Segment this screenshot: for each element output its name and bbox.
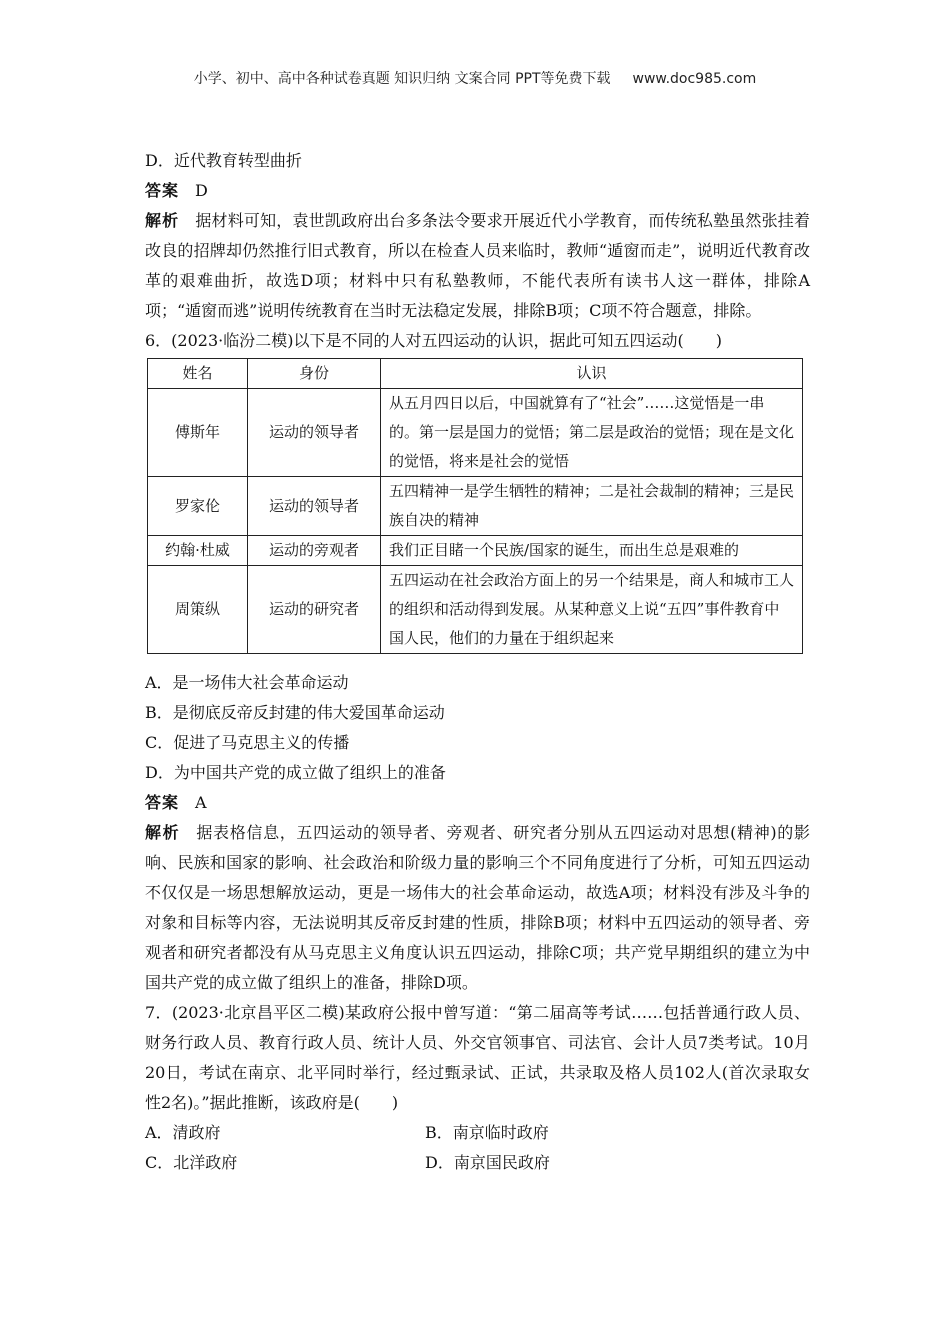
q7-option-b: B．南京临时政府 xyxy=(425,1123,549,1142)
q6-table xyxy=(147,358,803,654)
q6-option-d: D．为中国共产党的成立做了组织上的准备 xyxy=(145,763,446,782)
q5-analysis-text: 据材料可知，袁世凯政府出台多条法令要求开展近代小学教育，而传统私塾虽然张挂着改良的招牌却仍然推行旧式教育，所以在检查人员来临时，教师“遁窗而走”，说明近代教育改革的艰难曲折，故选D项；材料中只有私塾教师，不能代表所有读书人这一群体，排除A项；“遁窗而逃”说明传统教育在当时无法稳定发展，排除B项；C项不符合题意，排除。 xyxy=(145,211,810,320)
table-row xyxy=(148,536,803,566)
q6-option-b: B．是彻底反帝反封建的伟大爱国革命运动 xyxy=(145,703,445,722)
q6-header-name: 姓名 xyxy=(148,359,248,389)
cell-name: 傅斯年 xyxy=(148,389,248,477)
q5-option-d: D．近代教育转型曲折 xyxy=(145,151,302,170)
table-row xyxy=(148,389,803,477)
q5-answer-label: 答案 xyxy=(145,181,180,200)
header-text: 小学、初中、高中各种试卷真题 知识归纳 文案合同 PPT等免费下载 xyxy=(193,71,611,87)
document-body xyxy=(145,146,810,1178)
q5-answer-value: D xyxy=(195,181,208,200)
q6-analysis xyxy=(145,818,810,998)
q6-analysis-text: 据表格信息，五四运动的领导者、旁观者、研究者分别从五四运动对思想(精神)的影响、民族和国家的影响、社会政治和阶级力量的影响三个不同角度进行了分析，可知五四运动不仅仅是一场思想解放运动，更是一场伟大的社会革命运动，故选A项；材料没有涉及斗争的对象和目标等内容，无法说明其反帝反封建的性质，排除B项；材料中五四运动的领导者、旁观者和研究者都没有从马克思主义角度认识五四运动，排除C项；共产党早期组织的建立为中国共产党的成立做了组织上的准备，排除D项。 xyxy=(145,823,810,992)
cell-role: 运动的领导者 xyxy=(248,477,381,536)
q7-option-c: C．北洋政府 xyxy=(145,1153,238,1172)
cell-name: 约翰·杜威 xyxy=(148,536,248,566)
cell-role: 运动的旁观者 xyxy=(248,536,381,566)
cell-view: 我们正目睹一个民族/国家的诞生，而出生总是艰难的 xyxy=(381,536,803,566)
table-row xyxy=(148,566,803,654)
cell-view: 五四运动在社会政治方面上的另一个结果是，商人和城市工人的组织和活动得到发展。从某种意义上说“五四”事件教育中国人民，他们的力量在于组织起来 xyxy=(381,566,803,654)
q6-option-a: A．是一场伟大社会革命运动 xyxy=(145,673,349,692)
q6-answer-label: 答案 xyxy=(145,793,180,812)
q7-option-a: A．清政府 xyxy=(145,1123,221,1142)
q6-header-view: 认识 xyxy=(381,359,803,389)
cell-role: 运动的研究者 xyxy=(248,566,381,654)
q7-options-row-1 xyxy=(145,1118,810,1148)
cell-view: 从五月四日以后，中国就算有了“社会”……这觉悟是一串的。第一层是国力的觉悟；第二层是政治的觉悟；现在是文化的觉悟，将来是社会的觉悟 xyxy=(381,389,803,477)
q5-analysis xyxy=(145,206,810,326)
q6-analysis-label: 解析 xyxy=(145,823,181,842)
q5-answer-line xyxy=(145,176,810,206)
table-row xyxy=(148,477,803,536)
q5-analysis-label: 解析 xyxy=(145,211,180,230)
q7-options-row-2 xyxy=(145,1148,810,1178)
cell-name: 周策纵 xyxy=(148,566,248,654)
cell-name: 罗家伦 xyxy=(148,477,248,536)
q7-option-d: D．南京国民政府 xyxy=(425,1153,550,1172)
q6-answer-line xyxy=(145,788,810,818)
q6-header-role: 身份 xyxy=(248,359,381,389)
cell-view: 五四精神一是学生牺牲的精神；二是社会裁制的精神；三是民族自决的精神 xyxy=(381,477,803,536)
page-header xyxy=(0,68,950,88)
q6-stem: 6．(2023·临汾二模)以下是不同的人对五四运动的认识，据此可知五四运动( ) xyxy=(145,331,722,350)
cell-role: 运动的领导者 xyxy=(248,389,381,477)
q6-option-c: C．促进了马克思主义的传播 xyxy=(145,733,350,752)
q6-answer-value: A xyxy=(195,793,207,812)
q7-stem: 7．(2023·北京昌平区二模)某政府公报中曾写道：“第二届高等考试……包括普通行政人员、财务行政人员、教育行政人员、统计人员、外交官领事官、司法官、会计人员7类考试。10月20日，考试在南京、北平同时举行，经过甄录试、正试，共录取及格人员102人(首次录取女性2名)。”据此推断，该政府是( ) xyxy=(145,1003,810,1112)
q6-table-header-row xyxy=(148,359,803,389)
header-site-link[interactable]: www.doc985.com xyxy=(632,71,757,87)
